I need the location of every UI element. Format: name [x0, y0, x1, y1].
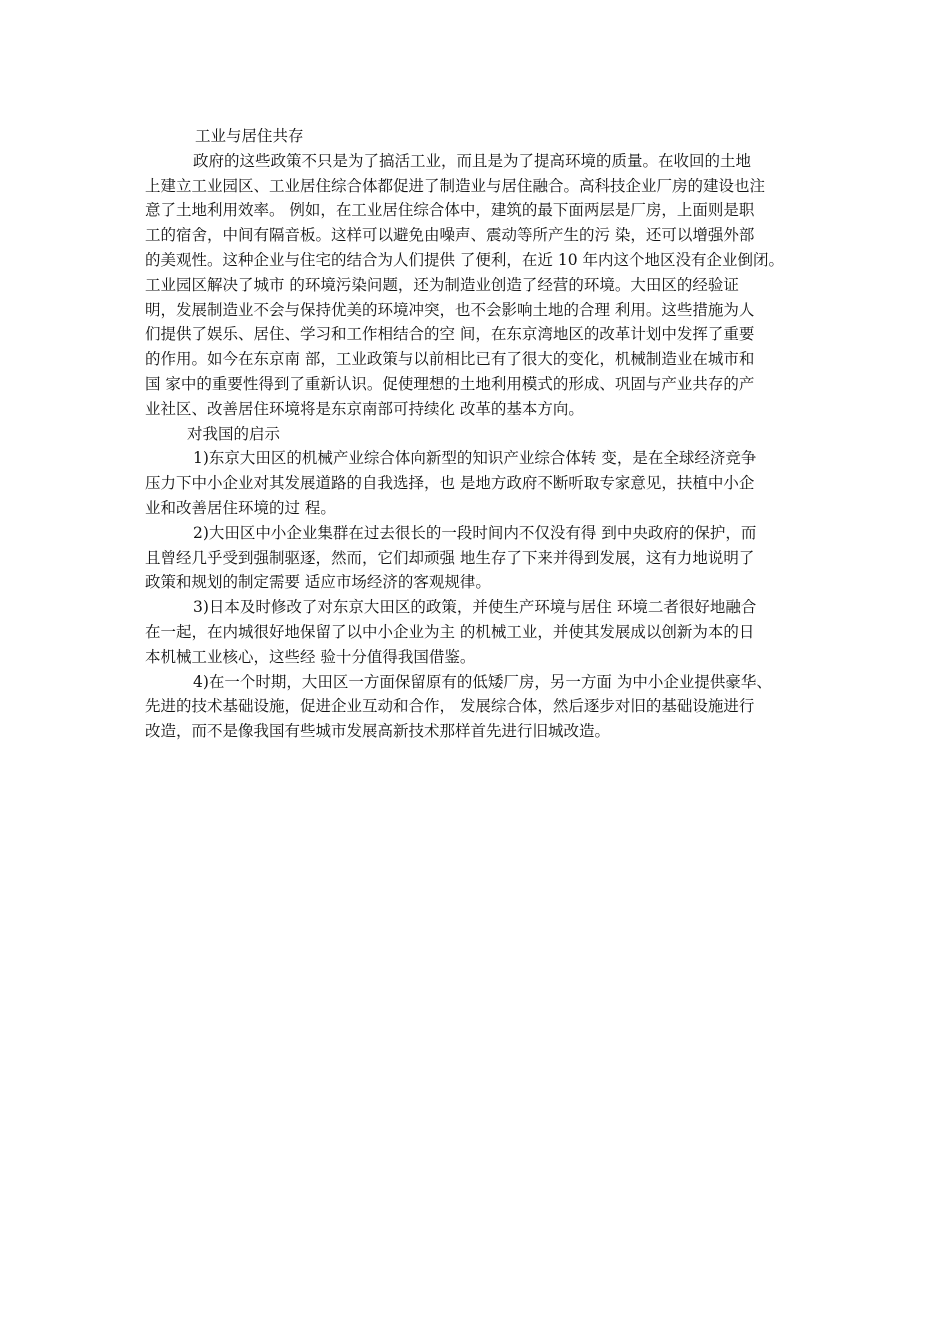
section-heading-coexistence: 工业与居住共存 [195, 127, 304, 145]
text-line: 的作用。如今在东京南 部，工业政策与以前相比已有了很大的变化，机械制造业在城市和 [145, 350, 755, 369]
text-line: 上建立工业园区、工业居住综合体都促进了制造业与居住融合。高科技企业厂房的建设也注 [145, 176, 766, 195]
text-line: 先进的技术基础设施，促进企业互动和合作， 发展综合体，然后逐步对旧的基础设施进行 [145, 697, 755, 716]
text-line: 2)大田区中小企业集群在过去很长的一段时间内不仅没有得 到中央政府的保护，而 [193, 523, 757, 542]
text-line: 政府的这些政策不只是为了搞活工业，而且是为了提高环境的质量。在收回的土地 [193, 151, 752, 170]
text-line: 政策和规划的制定需要 适应市场经济的客观规律。 [145, 573, 491, 592]
text-line: 明，发展制造业不会与保持优美的环境冲突，也不会影响土地的合理 利用。这些措施为人 [145, 300, 755, 319]
text-line: 在一起，在内城很好地保留了以中小企业为主 的机械工业，并使其发展成以创新为本的日 [145, 622, 755, 641]
text-line: 国 家中的重要性得到了重新认识。促使理想的土地利用模式的形成、巩固与产业共存的产 [145, 374, 755, 393]
text-line: 且曾经几乎受到强制驱逐，然而，它们却顽强 地生存了下来并得到发展，这有力地说明了 [145, 548, 755, 567]
text-line: 工的宿舍，中间有隔音板。这样可以避免由噪声、震动等所产生的污 染，还可以增强外部 [145, 226, 755, 245]
text-line: 4)在一个时期，大田区一方面保留原有的低矮厂房，另一方面 为中小企业提供豪华、 [193, 672, 772, 691]
text-line: 意了土地利用效率。 例如，在工业居住综合体中，建筑的最下面两层是厂房，上面则是职 [145, 201, 755, 220]
text-line: 3)日本及时修改了对东京大田区的政策，并使生产环境与居住 环境二者很好地融合 [193, 598, 757, 617]
paragraph-item-2 [145, 521, 825, 595]
text-line: 工业园区解决了城市 的环境污染问题，还为制造业创造了经营的环境。大田区的经验证 [145, 275, 739, 294]
paragraph-item-4 [145, 670, 825, 744]
paragraph-item-1 [145, 446, 825, 520]
text-line: 压力下中小企业对其发展道路的自我选择，也 是地方政府不断听取专家意见，扶植中小企 [145, 474, 755, 493]
text-line: 业和改善居住环境的过 程。 [145, 498, 336, 517]
paragraph-coexistence [145, 149, 825, 422]
paragraph-item-3 [145, 595, 825, 669]
text-line: 业社区、改善居住环境将是东京南部可持续化 改革的基本方向。 [145, 399, 584, 418]
section-heading-implications: 对我国的启示 [187, 424, 281, 443]
text-line: 的美观性。这种企业与住宅的结合为人们提供 了便利，在近 10 年内这个地区没有企业倒闭。 [145, 250, 785, 269]
text-line: 本机械工业核心，这些经 验十分值得我国借鉴。 [145, 647, 476, 666]
document-page [145, 124, 825, 744]
text-line: 改造，而不是像我国有些城市发展高新技术那样首先进行旧城改造。 [145, 722, 611, 741]
text-line: 1)东京大田区的机械产业综合体向新型的知识产业综合体转 变，是在全球经济竞争 [193, 449, 757, 468]
text-line: 们提供了娱乐、居住、学习和工作相结合的空 间，在东京湾地区的改革计划中发挥了重要 [145, 325, 755, 344]
